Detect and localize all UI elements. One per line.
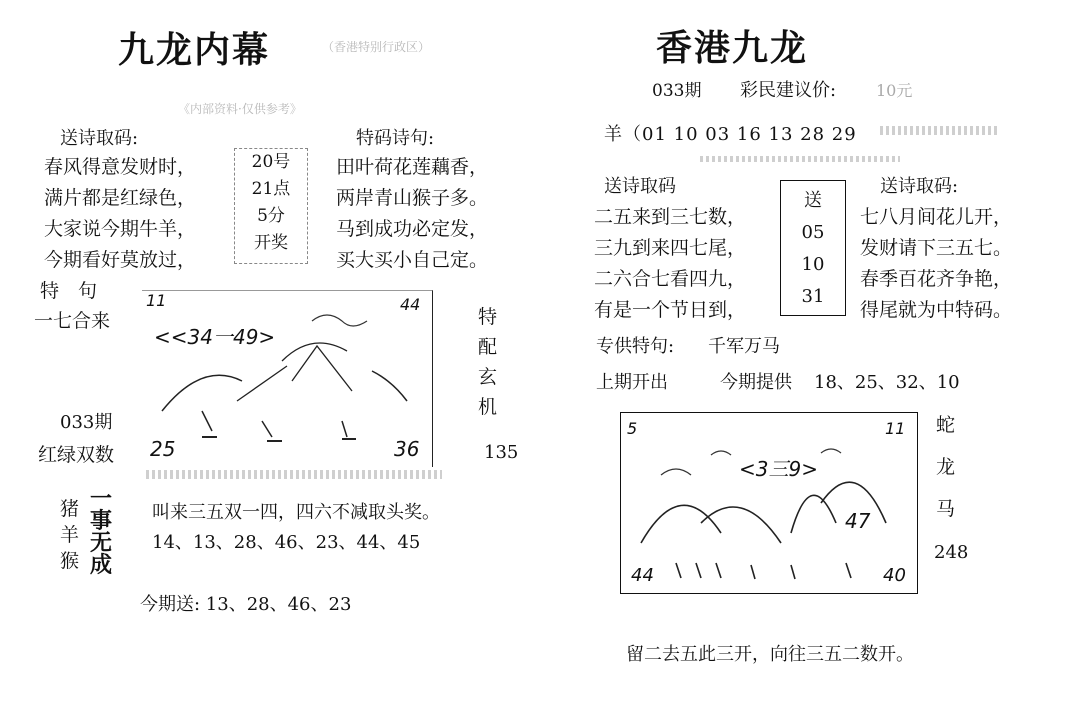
right-corner-bl: 44 <box>631 565 654 586</box>
right-corner-br: 40 <box>883 565 906 586</box>
right-corner-tr: 11 <box>885 419 906 438</box>
right-scribble: <3三9> <box>739 457 818 481</box>
side-char: 马 <box>936 498 956 520</box>
tema-line: 田叶荷花莲藕香， <box>336 156 489 178</box>
tema-heading: 特码诗句: <box>356 128 435 149</box>
left-side-labels <box>478 302 497 422</box>
right-title: 香港九龙 <box>656 27 809 69</box>
tema-line: 马到成功必定发， <box>336 218 489 240</box>
draw-time-box <box>234 148 308 264</box>
this-draw-label: 今期提供 <box>720 372 792 393</box>
poem-line: 七八月间花儿开， <box>860 206 1013 228</box>
left-corner-bl: 25 <box>150 437 176 461</box>
left-scribble: <<34一49> <box>154 325 276 349</box>
poem-line: 今期看好莫放过， <box>44 249 197 271</box>
side-char: 蛇 <box>936 414 956 436</box>
special-label: 特 句 <box>40 280 98 302</box>
poem-line: 二六合七看四九， <box>594 268 747 290</box>
price-label: 彩民建议价: <box>740 80 837 101</box>
side-char: 机 <box>478 396 498 418</box>
scan-artifact <box>880 126 1000 135</box>
right-special-value: 千军万马 <box>708 336 780 357</box>
right-issue: 033期 <box>652 81 702 101</box>
draw-hour: 21点 <box>251 179 291 199</box>
zodiac: 猴 <box>60 550 80 572</box>
scan-artifact <box>146 470 442 479</box>
left-subtitle: （香港特别行政区） <box>322 40 431 54</box>
left-numbers: 14、13、28、46、23、44、45 <box>152 532 421 553</box>
poem-line: 大家说今期牛羊， <box>44 218 197 240</box>
right-side-value: 248 <box>934 542 969 563</box>
poem-line: 有是一个节日到， <box>594 299 747 321</box>
right-side-labels <box>936 404 955 530</box>
left-drawing <box>142 291 432 467</box>
poem-line: 春季百花齐争艳， <box>860 268 1013 290</box>
motto-char: 一 <box>90 486 113 512</box>
scan-artifact <box>700 156 900 162</box>
right-poem-left <box>594 202 746 326</box>
draw-minute: 5分 <box>257 206 285 226</box>
color-label: 红绿双数 <box>38 444 115 466</box>
right-bottom-line: 留二去五此三开，向往三五二数开。 <box>626 644 914 665</box>
price-value: 10元 <box>876 81 913 100</box>
left-poem-heading: 送诗取码: <box>60 128 139 149</box>
send-box-value: 05 <box>801 222 825 243</box>
this-draw-numbers: 18、25、32、10 <box>814 372 960 393</box>
send-box-value: 31 <box>801 286 825 307</box>
zodiac-list <box>60 496 79 574</box>
motto-char: 成 <box>90 552 113 578</box>
motto <box>90 488 112 576</box>
send-box-value: 10 <box>801 254 825 275</box>
right-mid-number: 47 <box>845 509 871 533</box>
zodiac: 羊 <box>60 524 80 546</box>
draw-label: 开奖 <box>254 233 288 253</box>
left-send-line: 今期送: 13、28、46、23 <box>140 594 352 615</box>
tema-line: 两岸青山猴子多。 <box>336 187 489 209</box>
right-corner-tl: 5 <box>627 419 638 438</box>
last-draw-label: 上期开出 <box>596 372 668 393</box>
motto-char: 事 <box>90 508 113 534</box>
right-poem-right <box>860 202 1012 326</box>
poem-line: 满片都是红绿色， <box>44 187 197 209</box>
poem-line: 得尾就为中特码。 <box>860 299 1013 321</box>
draw-date: 20号 <box>251 152 291 172</box>
right-poem-heading-right: 送诗取码: <box>880 176 959 197</box>
left-corner-br: 36 <box>394 437 420 461</box>
send-box-label: 送 <box>804 190 822 211</box>
side-char: 玄 <box>478 366 498 388</box>
left-issue: 033期 <box>60 412 113 433</box>
poem-line: 三九到来四七尾， <box>594 237 747 259</box>
side-char: 特 <box>478 306 498 328</box>
motto-char: 无 <box>90 530 113 556</box>
right-picture <box>620 412 918 594</box>
right-poem-heading-left: 送诗取码 <box>604 176 676 197</box>
tema-poem <box>336 152 488 276</box>
send-box <box>780 180 846 316</box>
right-drawing <box>621 413 917 593</box>
left-title: 九龙内幕 <box>118 29 271 71</box>
left-subtitle-2: 《内部资料·仅供参考》 <box>178 102 302 116</box>
left-corner-tl: 11 <box>146 291 167 310</box>
poem-line: 发财请下三五七。 <box>860 237 1013 259</box>
numbers-line: 羊（01 10 03 16 13 28 29 <box>604 124 857 145</box>
side-char: 配 <box>478 336 498 358</box>
special-value: 一七合来 <box>34 310 111 332</box>
tema-line: 买大买小自己定。 <box>336 249 489 271</box>
zodiac: 猪 <box>60 498 80 520</box>
left-side-value: 135 <box>484 442 519 463</box>
right-special-label: 专供特句: <box>596 336 675 357</box>
left-line1: 叫来三五双一四，四六不减取头奖。 <box>152 502 440 523</box>
poem-line: 二五来到三七数， <box>594 206 747 228</box>
side-char: 龙 <box>936 456 956 478</box>
poem-line: 春风得意发财时， <box>44 156 197 178</box>
left-poem <box>44 152 196 276</box>
left-picture <box>142 290 433 467</box>
left-corner-tr: 44 <box>400 295 421 314</box>
